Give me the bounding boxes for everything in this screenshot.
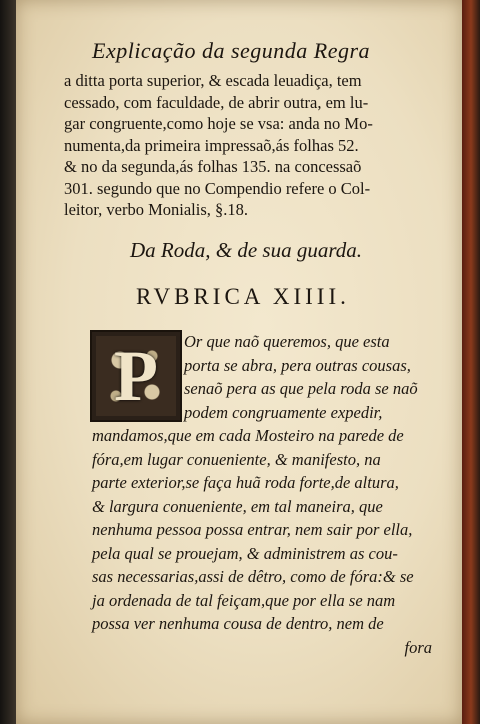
paragraph-line: cessado, com faculdade, de abrir outra, em lu- <box>64 92 369 112</box>
book-gutter <box>0 0 16 724</box>
rubric-body <box>92 330 442 659</box>
body-line: Or que naõ queremos, que esta <box>184 332 390 351</box>
paragraph-line: 301. segundo que no Compendio refere o Col- <box>64 178 371 198</box>
body-line: porta se abra, pera outras cousas, <box>184 355 411 375</box>
section-title: Da Roda, & de sua guarda. <box>130 238 362 262</box>
running-head: Explicação da segunda Regra <box>92 38 371 63</box>
catchword: fora <box>404 637 432 657</box>
body-line: parte exterior,se faça huã roda forte,de altura, <box>92 473 399 492</box>
paragraph-line: numenta,da primeira impressaõ,ás folhas 52. <box>64 135 359 155</box>
body-line: mandamos,que em cada Mosteiro na parede de <box>92 426 404 445</box>
paragraph-line: & no da segunda,ás folhas 135. na concessaõ <box>64 157 362 176</box>
body-line: pela qual se prouejam, & administrem as cou- <box>92 543 398 563</box>
body-line: ja ordenada de tal feiçam,que por ella se nam <box>92 590 396 610</box>
body-line: possa ver nenhuma cousa de dentro, nem de <box>92 614 384 633</box>
body-line: & largura conueniente, em tal maneira, que <box>92 496 383 516</box>
paragraph-line: gar congruente,como hoje se vsa: anda no Mo- <box>64 114 373 133</box>
body-line: senaõ pera as que pela roda se naõ <box>184 379 418 398</box>
body-line: sas necessarias,assi de dêtro, como de fóra:& se <box>92 567 414 586</box>
body-line: nenhuma pessoa possa entrar, nem sair por ella, <box>92 520 413 539</box>
paragraph <box>64 70 444 221</box>
drop-cap-letter: P <box>114 336 158 416</box>
body-line: podem congruamente expedir, <box>184 402 383 422</box>
body-line: fóra,em lugar conueniente, & manifesto, na <box>92 449 381 469</box>
rubric-heading: RVBRICA XIIII. <box>136 284 350 309</box>
fore-edge <box>462 0 480 724</box>
paragraph-line: a ditta porta superior, & escada leuadiça, tem <box>64 71 362 90</box>
paragraph-line: leitor, verbo Monialis, §.18. <box>64 200 249 219</box>
